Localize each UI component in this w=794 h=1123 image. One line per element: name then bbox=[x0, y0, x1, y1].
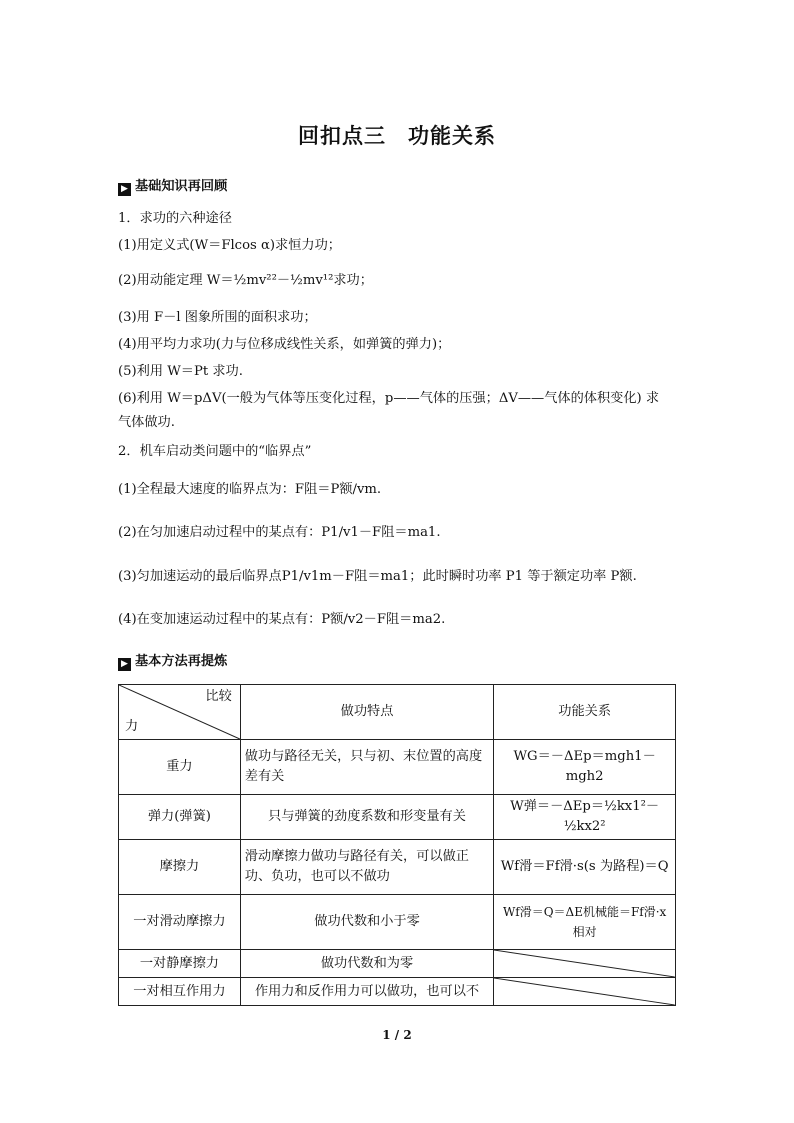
feature-cell: 做功代数和为零 bbox=[240, 950, 494, 978]
table-corner-cell bbox=[119, 685, 241, 740]
table-row bbox=[119, 795, 676, 840]
group1-item-2: (2)用动能定理 W＝½mv²²－½mv¹²求功； bbox=[118, 273, 373, 288]
force-cell: 摩擦力 bbox=[119, 840, 241, 895]
feature-cell: 只与弹簧的劲度系数和形变量有关 bbox=[240, 795, 494, 840]
feature-cell: 作用力和反作用力可以做功，也可以不 bbox=[240, 978, 494, 1006]
feature-cell: 做功代数和小于零 bbox=[240, 895, 494, 950]
group1-item-6: (6)利用 W＝pΔV(一般为气体等压变化过程，p——气体的压强；ΔV——气体的体积变化) 求 bbox=[118, 391, 660, 406]
force-cell: 一对相互作用力 bbox=[119, 978, 241, 1006]
feature-cell: 滑动摩擦力做功与路径有关，可以做正功、负功，也可以不做功 bbox=[240, 840, 494, 895]
group2-item-4: (4)在变加速运动过程中的某点有：P额/v2－F阻＝ma2. bbox=[118, 612, 446, 627]
feature-cell: 做功与路径无关，只与初、末位置的高度差有关 bbox=[240, 740, 494, 795]
group1-item-5: (5)利用 W＝Pt 求功. bbox=[118, 364, 243, 379]
diagonal-line bbox=[494, 950, 675, 977]
relation-cell-empty bbox=[494, 950, 676, 978]
diagonal-line bbox=[494, 978, 675, 1005]
work-energy-table bbox=[118, 684, 676, 1006]
group1-heading: 1．求功的六种途径 bbox=[118, 211, 232, 226]
page-title: 回扣点三 功能关系 bbox=[298, 124, 496, 148]
group2-item-1: (1)全程最大速度的临界点为：F阻＝P额/vm. bbox=[118, 482, 382, 497]
force-cell: 一对滑动摩擦力 bbox=[119, 895, 241, 950]
triangle-marker-icon: ▶ bbox=[118, 183, 131, 196]
table-header-relation: 功能关系 bbox=[494, 685, 676, 740]
group1-item-4: (4)用平均力求功(力与位移成线性关系，如弹簧的弹力)； bbox=[118, 337, 451, 352]
table-row bbox=[119, 740, 676, 795]
group2-item-3: (3)匀加速运动的最后临界点P1/v1m－F阻＝ma1；此时瞬时功率 P1 等于额定功率 P额. bbox=[118, 569, 637, 584]
table-row bbox=[119, 840, 676, 895]
force-cell: 一对静摩擦力 bbox=[119, 950, 241, 978]
section-label: 基本方法再提炼 bbox=[135, 654, 228, 669]
relation-cell: WG＝－ΔEp＝mgh1－mgh2 bbox=[494, 740, 676, 795]
section-label: 基础知识再回顾 bbox=[135, 179, 228, 194]
group1-item-3: (3)用 F－l 图象所围的面积求功； bbox=[118, 310, 317, 325]
table-row bbox=[119, 950, 676, 978]
corner-top-label: 比较 bbox=[205, 689, 232, 704]
relation-cell: W弹＝－ΔEp＝½kx1²－½kx2² bbox=[494, 795, 676, 840]
group2-heading: 2．机车启动类问题中的“临界点” bbox=[118, 444, 312, 459]
section-header-basic-knowledge bbox=[118, 178, 227, 196]
table-header-feature: 做功特点 bbox=[240, 685, 494, 740]
table-row bbox=[119, 895, 676, 950]
triangle-marker-icon: ▶ bbox=[118, 658, 131, 671]
section-header-method bbox=[118, 653, 227, 671]
relation-cell-empty bbox=[494, 978, 676, 1006]
force-cell: 重力 bbox=[119, 740, 241, 795]
table-row bbox=[119, 978, 676, 1006]
group1-item-1: (1)用定义式(W＝Flcos α)求恒力功； bbox=[118, 238, 341, 253]
relation-cell: Wf滑＝Ff滑·s(s 为路程)＝Q bbox=[494, 840, 676, 895]
relation-cell: Wf滑＝Q＝ΔE机械能＝Ff滑·x相对 bbox=[494, 895, 676, 950]
corner-bottom-label: 力 bbox=[125, 719, 139, 734]
group1-item-6-cont: 气体做功. bbox=[118, 415, 175, 430]
group2-item-2: (2)在匀加速启动过程中的某点有：P1/v1－F阻＝ma1. bbox=[118, 525, 441, 540]
page-number: 1 / 2 bbox=[382, 1028, 412, 1042]
force-cell: 弹力(弹簧) bbox=[119, 795, 241, 840]
